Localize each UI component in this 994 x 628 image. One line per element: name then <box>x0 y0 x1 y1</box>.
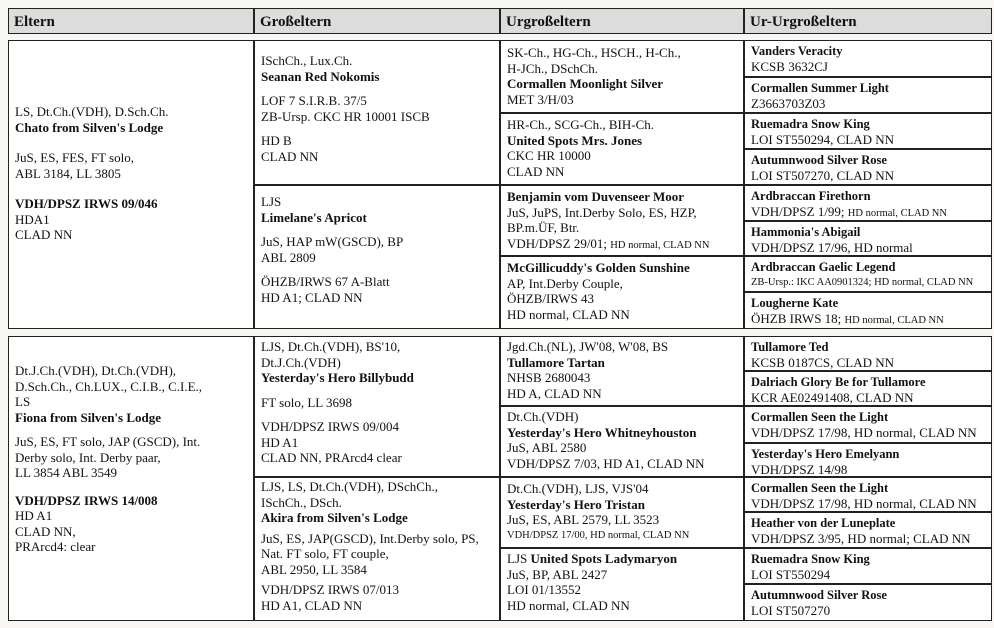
ggg-2-5 <box>744 477 992 512</box>
ggp-titles-2: H-JCh., DSchCh. <box>507 60 599 76</box>
ggg-name: Autumnwood Silver Rose <box>751 153 887 167</box>
grandparent-reg: VDH/DPSZ IRWS 07/013 <box>261 582 399 597</box>
grandparent-titles: LJS, LS, Dt.Ch.(VDH), DSchCh., <box>261 479 438 494</box>
grandparent-reg: ÖHZB/IRWS 67 A-Blatt <box>261 274 390 289</box>
ggp-name: Yesterday's Hero Whitneyhouston <box>507 424 697 440</box>
header-urgrosseltern: Urgroßeltern <box>500 8 744 34</box>
grandparent-hd: HD B <box>261 133 292 148</box>
grandparent-name: Seanan Red Nokomis <box>261 68 380 84</box>
ggg-name: Ardbraccan Gaelic Legend <box>751 260 896 274</box>
ggp-reg: LOI 01/13552 <box>507 582 582 597</box>
ggg-reg: VDH/DPSZ 1/99; <box>751 204 845 219</box>
ggg-name: Dalriach Glory Be for Tullamore <box>751 375 926 389</box>
parent-2-titles-2: D.Sch.Ch., Ch.LUX., C.I.B., C.I.E., <box>15 378 203 394</box>
ggg-reg: LOI ST550294 <box>751 567 831 582</box>
ggg-1-1 <box>744 40 992 77</box>
ggg-name: Tullamore Ted <box>751 340 829 354</box>
ggg-reg: KCR AE02491408, CLAD NN <box>751 390 914 405</box>
grandparent-name: Yesterday's Hero Billybudd <box>261 370 414 385</box>
ggg-1-5 <box>744 185 992 221</box>
ggg-reg: VDH/DPSZ 3/95, HD normal; CLAD NN <box>751 531 971 546</box>
ggp-titles: Dt.Ch.(VDH) <box>507 409 579 424</box>
ggg-1-7 <box>744 256 992 292</box>
grandparent-work: FT solo, LL 3698 <box>261 394 353 410</box>
ggp-name: United Spots Ladymaryon <box>530 551 678 566</box>
great-grandparent-2-3 <box>500 477 744 548</box>
ggg-2-7 <box>744 548 992 584</box>
ggg-name: Vanders Veracity <box>751 44 843 58</box>
ggp-reg: ÖHZB/IRWS 43 <box>507 291 595 306</box>
grandparent-name: Limelane's Apricot <box>261 209 367 225</box>
parent-1-reg: VDH/DPSZ IRWS 09/046 <box>15 196 158 211</box>
ggp-name: McGillicuddy's Golden Sunshine <box>507 260 690 275</box>
ggg-reg: VDH/DPSZ 17/96, HD normal <box>751 240 913 255</box>
grandparent-titles: LJS, Dt.Ch.(VDH), BS'10, <box>261 339 401 354</box>
grandparent-titles-2: Dt.J.Ch.(VDH) <box>261 354 341 370</box>
parent-2-abl: LL 3854 ABL 3549 <box>15 465 117 480</box>
ggp-name: Cormallen Moonlight Silver <box>507 76 663 91</box>
ggg-name: Lougherne Kate <box>751 296 839 310</box>
ggg-1-8 <box>744 292 992 329</box>
grandparent-titles-2: ISchCh., DSch. <box>261 494 342 510</box>
ggg-name: Yesterday's Hero Emelyann <box>751 447 900 461</box>
parent-2-work: JuS, ES, FT solo, JAP (GSCD), Int. <box>15 434 201 449</box>
grandparent-abl: ABL 2950, LL 3584 <box>261 561 367 577</box>
grandparent-2-2 <box>254 477 500 621</box>
ggp-titles: SK-Ch., HG-Ch., HSCH., H-Ch., <box>507 45 681 60</box>
great-grandparent-2-1 <box>500 336 744 406</box>
header-ururgrosseltern: Ur-Urgroßeltern <box>744 8 992 34</box>
grandparent-abl: ABL 2809 <box>261 249 316 265</box>
great-grandparent-1-4 <box>500 256 744 329</box>
ggp-name: Tullamore Tartan <box>507 354 605 370</box>
grandparent-1-2 <box>254 185 500 329</box>
ggp-reg: CKC HR 10000 <box>507 148 591 163</box>
ggg-name: Heather von der Luneplate <box>751 516 896 530</box>
parent-1-clad: CLAD NN <box>15 227 73 242</box>
parent-1-abl: ABL 3184, LL 3805 <box>15 165 121 181</box>
ggg-name: Cormallen Seen the Light <box>751 481 889 495</box>
parent-2-work-2: Derby solo, Int. Derby paar, <box>15 449 161 465</box>
ggp-reg: VDH/DPSZ 29/01; <box>507 235 608 251</box>
grandparent-work: JuS, ES, JAP(GSCD), Int.Derby solo, PS, <box>261 530 479 546</box>
ggg-2-6 <box>744 512 992 548</box>
ggp-clad: HD normal, CLAD NN <box>507 597 630 613</box>
header-grosseltern: Großeltern <box>254 8 500 34</box>
ggg-reg: VDH/DPSZ 17/98, HD normal, CLAD NN <box>751 425 977 440</box>
ggg-reg-line <box>751 311 985 328</box>
parent-1-name: Chato from Silven's Lodge <box>15 119 164 135</box>
grandparent-reg: VDH/DPSZ IRWS 09/004 <box>261 419 399 434</box>
grandparent-titles: ISchCh., Lux.Ch. <box>261 53 353 68</box>
ggg-name: Autumnwood Silver Rose <box>751 588 887 602</box>
ggp-work: AP, Int.Derby Couple, <box>507 275 623 291</box>
ggg-reg: KCSB 3632CJ <box>751 59 828 74</box>
grandparent-work-2: Nat. FT solo, FT couple, <box>261 546 389 561</box>
ggg-reg: LOI ST507270 <box>751 603 831 618</box>
header-eltern: Eltern <box>8 8 254 34</box>
ggp-name: United Spots Mrs. Jones <box>507 132 643 148</box>
great-grandparent-1-3 <box>500 185 744 256</box>
ggg-2-1 <box>744 336 992 371</box>
parent-2-name: Fiona from Silven's Lodge <box>15 409 162 425</box>
grandparent-1-1 <box>254 40 500 185</box>
parent-2-titles-3: LS <box>15 394 31 409</box>
ggg-name: Hammonia's Abigail <box>751 225 861 239</box>
ggp-reg: NHSB 2680043 <box>507 370 591 385</box>
ggg-1-2 <box>744 77 992 113</box>
ggp-titles: LJS <box>507 551 528 566</box>
ggp-clad: CLAD NN <box>507 163 565 179</box>
ggg-reg: KCSB 0187CS, CLAD NN <box>751 355 895 370</box>
ggp-titles: Jgd.Ch.(NL), JW'08, W'08, BS <box>507 339 669 354</box>
parent-2 <box>8 336 254 621</box>
ggg-reg: ÖHZB IRWS 18; <box>751 311 842 326</box>
ggg-reg: LOI ST507270, CLAD NN <box>751 168 894 183</box>
ggg-hd: HD normal, CLAD NN <box>844 315 944 326</box>
parent-1-hd: HDA1 <box>15 211 50 227</box>
grandparent-name: Akira from Silven's Lodge <box>261 510 408 525</box>
ggp-name: Yesterday's Hero Tristan <box>507 496 645 512</box>
ggp-reg-line <box>507 236 737 254</box>
ggp-titles: HR-Ch., SCG-Ch., BIH-Ch. <box>507 117 654 132</box>
ggg-name: Cormallen Seen the Light <box>751 410 889 424</box>
ggp-work-2: BP.m.ÜF, Btr. <box>507 220 580 235</box>
ggp-work: JuS, JuPS, Int.Derby Solo, ES, HZP, <box>507 204 697 220</box>
grandparent-titles: LJS <box>261 194 282 209</box>
parent-1-work: JuS, ES, FES, FT solo, <box>15 150 134 165</box>
ggg-1-3 <box>744 113 992 149</box>
great-grandparent-2-2 <box>500 406 744 477</box>
ggp-reg: MET 3/H/03 <box>507 91 574 107</box>
ggg-2-3 <box>744 406 992 443</box>
grandparent-reg2: ZB-Ursp. CKC HR 10001 ISCB <box>261 108 430 124</box>
grandparent-clad: CLAD NN, PRArcd4 clear <box>261 450 402 465</box>
ggg-reg-line <box>751 204 985 221</box>
great-grandparent-1-2 <box>500 113 744 185</box>
parent-2-titles: Dt.J.Ch.(VDH), Dt.Ch.(VDH), <box>15 363 177 378</box>
ggg-name: Ardbraccan Firethorn <box>751 189 871 203</box>
grandparent-hd: HD A1; CLAD NN <box>261 289 363 305</box>
ggg-2-8 <box>744 584 992 621</box>
ggp-hd: HD normal, CLAD NN <box>610 239 710 251</box>
ggp-reg: VDH/DPSZ 7/03, HD A1, CLAD NN <box>507 455 705 471</box>
ggg-1-4 <box>744 149 992 185</box>
great-grandparent-1-1 <box>500 40 744 113</box>
ggg-2-2 <box>744 371 992 406</box>
parent-2-clad: CLAD NN, <box>15 523 76 539</box>
ggg-name: Ruemadra Snow King <box>751 552 870 566</box>
ggg-reg: VDH/DPSZ 14/98 <box>751 462 848 477</box>
ggp-work: JuS, ES, ABL 2579, LL 3523 <box>507 512 660 527</box>
ggg-2-4 <box>744 443 992 477</box>
ggp-work: JuS, ABL 2580 <box>507 440 587 455</box>
ggp-hd: HD A, CLAD NN <box>507 385 602 401</box>
ggg-1-6 <box>744 221 992 256</box>
parent-2-pra: PRArcd4: clear <box>15 539 96 554</box>
ggp-title-line <box>507 551 737 567</box>
parent-1-titles: LS, Dt.Ch.(VDH), D.Sch.Ch. <box>15 104 169 119</box>
ggg-name: Ruemadra Snow King <box>751 117 870 131</box>
parent-2-reg: VDH/DPSZ IRWS 14/008 <box>15 492 158 508</box>
grandparent-clad: CLAD NN <box>261 148 319 164</box>
grandparent-hd: HD A1 <box>261 434 299 450</box>
grandparent-reg1: LOF 7 S.I.R.B. 37/5 <box>261 93 367 108</box>
parent-2-hd: HD A1 <box>15 508 53 523</box>
parent-1 <box>8 40 254 329</box>
grandparent-hd: HD A1, CLAD NN <box>261 597 363 613</box>
ggg-name: Cormallen Summer Light <box>751 81 889 95</box>
ggg-reg: Z3663703Z03 <box>751 96 826 111</box>
ggp-hd: HD normal, CLAD NN <box>507 306 630 322</box>
ggg-reg: ZB-Ursp.: IKC AA0901324; HD normal, CLAD NN <box>751 277 974 288</box>
ggg-reg: VDH/DPSZ 17/98, HD normal, CLAD NN <box>751 496 977 511</box>
ggp-titles: Dt.Ch.(VDH), LJS, VJS'04 <box>507 481 649 496</box>
ggp-name: Benjamin vom Duvenseer Moor <box>507 189 685 204</box>
grandparent-2-1 <box>254 336 500 477</box>
great-grandparent-2-4 <box>500 548 744 621</box>
grandparent-work: JuS, HAP mW(GSCD), BP <box>261 234 404 249</box>
ggp-reg: VDH/DPSZ 17/00, HD normal, CLAD NN <box>507 529 690 541</box>
ggg-hd: HD normal, CLAD NN <box>847 208 947 219</box>
ggp-work: JuS, BP, ABL 2427 <box>507 566 608 582</box>
ggg-reg: LOI ST550294, CLAD NN <box>751 132 894 147</box>
